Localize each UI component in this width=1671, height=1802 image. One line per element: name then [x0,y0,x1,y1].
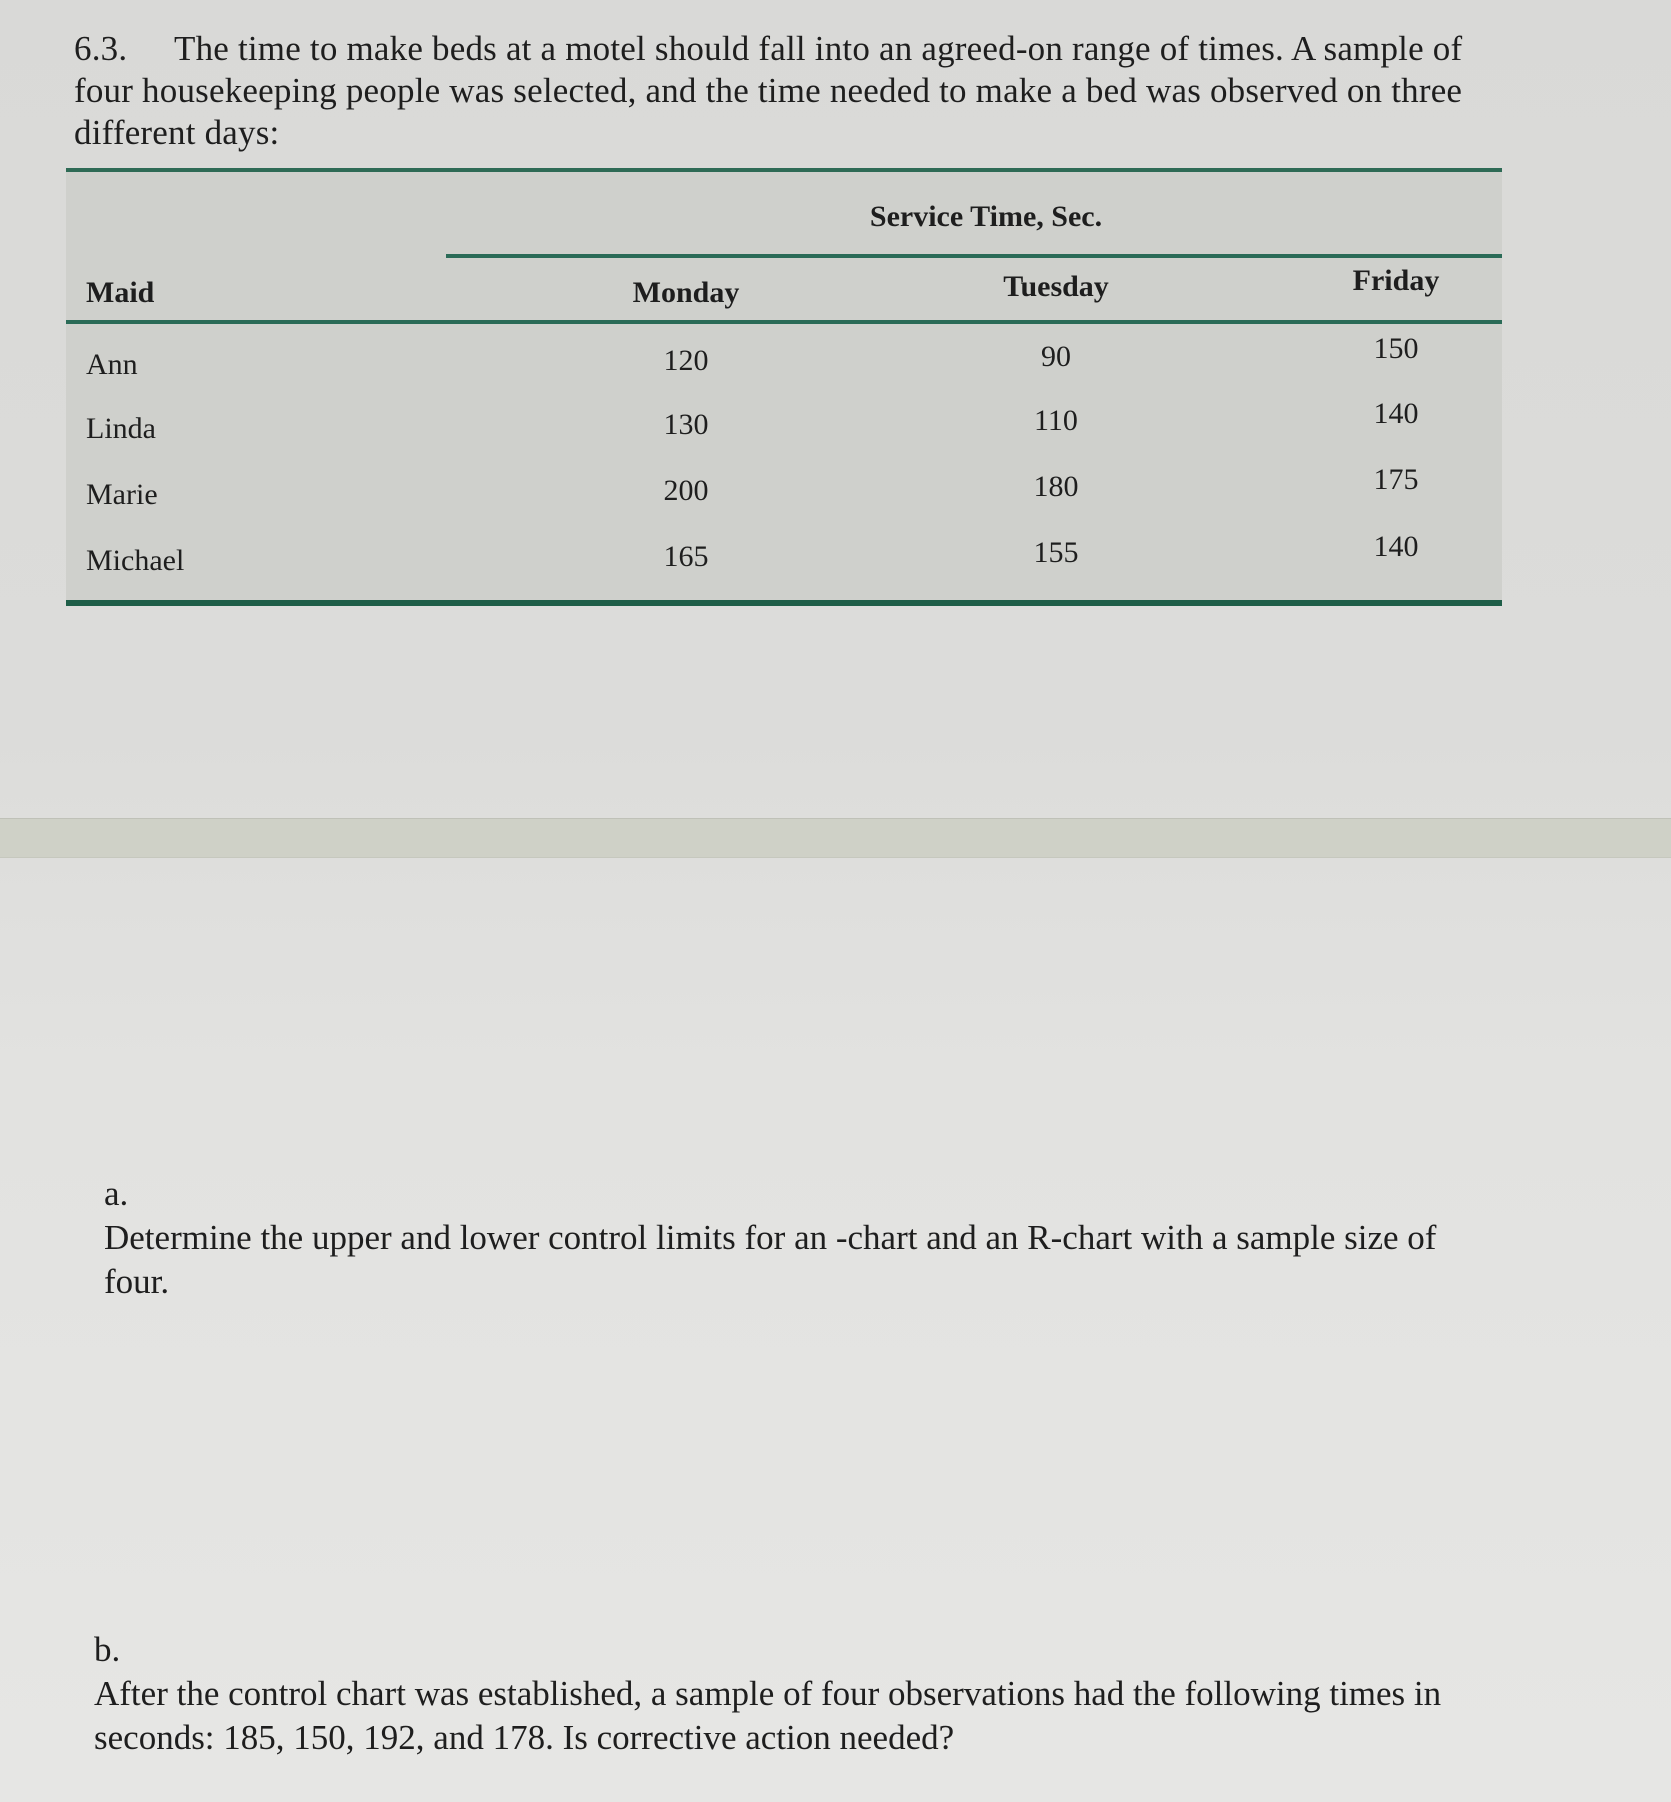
table-cell-maid: Marie [86,478,158,511]
column-header-maid: Maid [86,276,155,309]
table-cell-tuesday: 110 [1034,404,1078,437]
table-cell-maid: Ann [86,348,138,381]
table-cell-friday: 175 [1373,463,1419,496]
question-a [104,1172,1524,1304]
table-cell-monday: 165 [663,540,709,573]
problem-text: The time to make beds at a motel should fall into an agreed-on range of times. A sample of four housekeeping people was selected, and the time needed to make a bed was observed on three different days: [74,29,1463,152]
table-cell-tuesday: 90 [1041,340,1071,373]
question-label: b. [94,1630,121,1669]
column-header-monday: Monday [632,276,740,309]
service-time-table [66,168,1502,606]
table-cell-tuesday: 155 [1033,536,1079,569]
table-cell-monday: 120 [663,344,709,377]
table-cell-monday: 130 [663,408,709,441]
table-cell-monday: 200 [663,474,709,507]
table-cell-maid: Michael [86,544,185,577]
problem-statement [74,28,1484,154]
problem-number: 6.3. [74,29,128,68]
group-header: Service Time, Sec. [869,200,1103,233]
group-header-rule [446,254,1502,258]
table-cell-tuesday: 180 [1033,470,1079,503]
header-rule [66,320,1502,324]
table-cell-maid: Linda [86,412,156,445]
table-cell-friday: 150 [1373,332,1419,365]
column-header-friday: Friday [1352,264,1440,297]
question-text: After the control chart was established, a sample of four observations had the following times in seconds: 185, 150, 192, and 178. Is corrective action needed? [94,1674,1442,1757]
table-cell-friday: 140 [1373,530,1419,563]
question-text: Determine the upper and lower control limits for an -chart and an R-chart with a sample size of four. [104,1218,1437,1301]
page-divider [0,818,1671,858]
column-header-tuesday: Tuesday [1003,270,1109,303]
question-b [94,1628,1514,1760]
table-cell-friday: 140 [1373,397,1419,430]
question-label: a. [104,1174,129,1213]
